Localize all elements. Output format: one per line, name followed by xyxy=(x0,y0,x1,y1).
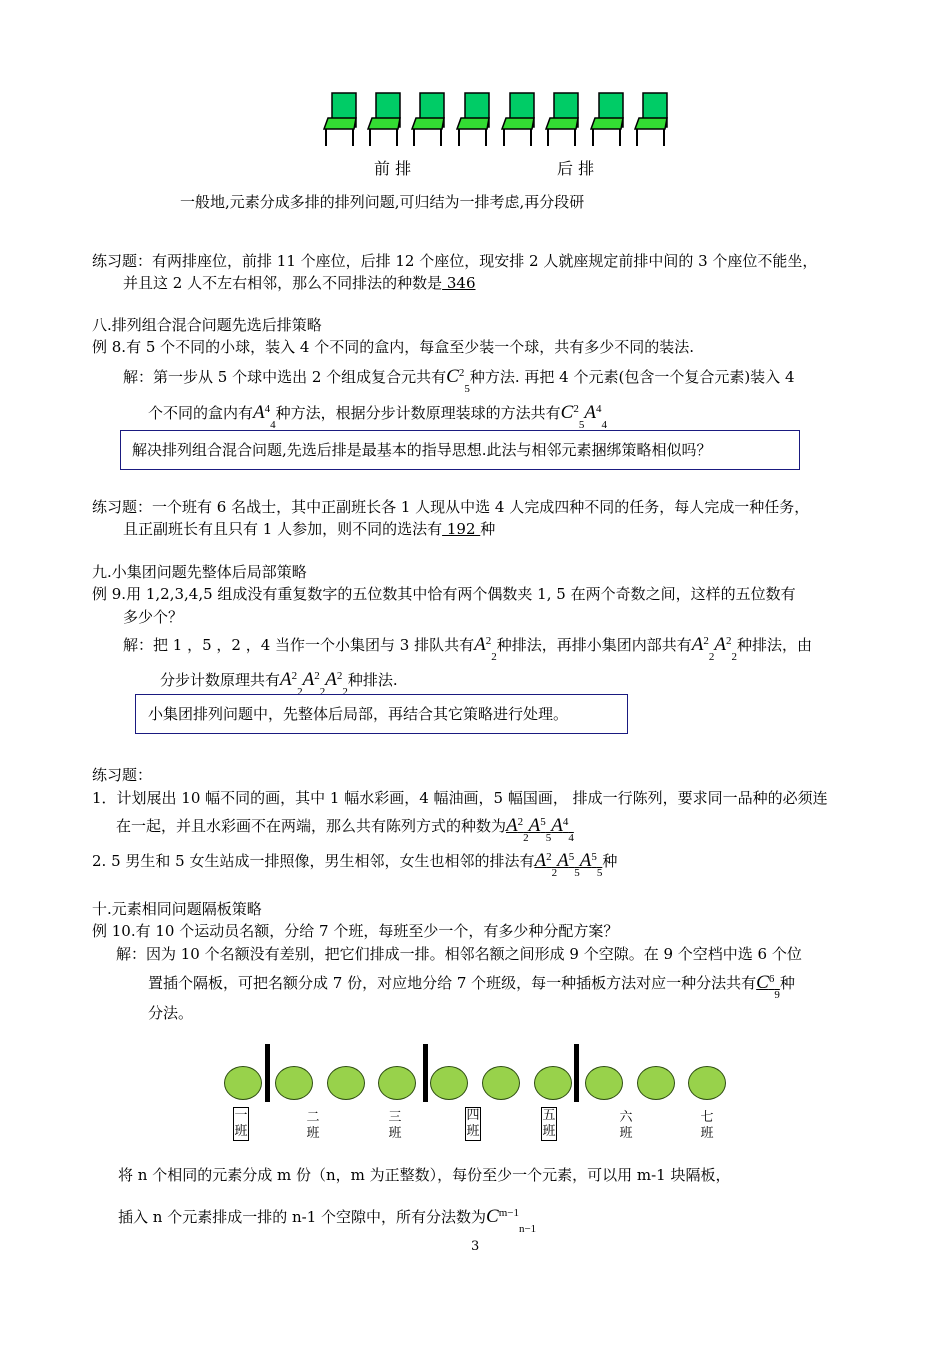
class-label: 四班 xyxy=(466,1108,480,1139)
section10-example: 例 10.有 10 个运动员名额，分给 7 个班，每班至少一个，有多少种分配方案？ xyxy=(92,922,619,940)
practice2-line2: 且正副班长有且只有 1 人参加，则不同的选法有 192 种 xyxy=(123,520,496,538)
math-formula: $C^2_5A^4_4$ xyxy=(560,402,607,431)
practice3-title: 练习题： xyxy=(92,766,153,784)
ball-icon xyxy=(637,1066,675,1100)
ball-icon xyxy=(378,1066,416,1100)
page-number: 3 xyxy=(471,1239,480,1254)
divider-bar xyxy=(574,1044,579,1102)
math-formula: $A^2_2A^2_2$ xyxy=(691,634,737,663)
chair-icon xyxy=(455,92,495,148)
ball-icon xyxy=(224,1066,262,1100)
section8-solution-line1: 解：第一步从 5 个球中选出 2 个组成复合元共有$C^2_5$种方法. 再把 4 个元素(包含一个复合元素)装入 4 xyxy=(123,366,795,395)
practice1-answer: 346 xyxy=(442,274,476,292)
section9-solution-line2: 分步计数原理共有$A^2_2A^2_2A^2_2$种排法. xyxy=(160,669,398,698)
practice1-line1: 练习题：有两排座位，前排 11 个座位，后排 12 个座位，现安排 2 人就座规定前排中间的 3 个座位不能坐， xyxy=(92,252,818,270)
section8-title: 八.排列组合混合问题先选后排策略 xyxy=(92,316,322,334)
tip-box-text: 小集团排列问题中，先整体后局部，再结合其它策略进行处理。 xyxy=(148,705,569,723)
ball-icon xyxy=(534,1066,572,1100)
class-label: 一班 xyxy=(234,1108,248,1139)
tip-box-9 xyxy=(135,694,628,734)
chair-icon xyxy=(544,92,584,148)
class-label: 五班 xyxy=(542,1108,556,1139)
practice3-q1-line1: 1．计划展出 10 幅不同的画，其中 1 幅水彩画，4 幅油画，5 幅国画， 排成一行陈列，要求同一品种的必须连 xyxy=(92,789,828,807)
tip-box-8 xyxy=(120,430,800,470)
class-label: 六班 xyxy=(619,1110,633,1141)
section8-example: 例 8.有 5 个不同的小球，装入 4 个不同的盒内，每盒至少装一个球，共有多少不同的装法. xyxy=(92,338,695,356)
math-formula: $C^{m-1}_{n-1}$ xyxy=(486,1206,537,1235)
chairs-note: 一般地,元素分成多排的排列问题,可归结为一排考虑,再分段研 xyxy=(180,193,585,211)
math-formula: $A^2_2A^5_5A^4_4$ xyxy=(506,815,574,844)
math-formula: $C^2_5$ xyxy=(446,366,470,395)
chair-icon xyxy=(322,92,362,148)
practice2-answer: 192 xyxy=(442,520,481,538)
chair-icon xyxy=(500,92,540,148)
math-formula: $A^4_4$ xyxy=(253,402,276,431)
chair-icon xyxy=(633,92,673,148)
section10-solution-line3: 分法。 xyxy=(148,1004,194,1022)
ball-icon xyxy=(585,1066,623,1100)
practice3-q2: 2. 5 男生和 5 女生站成一排照像，男生相邻，女生也相邻的排法有$A^2_2A^5_5A^5_5$种 xyxy=(92,850,618,879)
practice3-q1-line2: 在一起，并且水彩画不在两端，那么共有陈列方式的种数为$A^2_2A^5_5A^4_4$ xyxy=(116,815,574,844)
math-formula: $A^2_2$ xyxy=(474,634,497,663)
front-row-label: 前 排 xyxy=(374,159,412,178)
practice1-line2: 并且这 2 人不左右相邻，那么不同排法的种数是 346 xyxy=(123,274,476,292)
back-row-label: 后 排 xyxy=(557,159,595,178)
section10-solution-line1: 解：因为 10 个名额没有差别，把它们排成一排。相邻名额之间形成 9 个空隙。在 9 个空档中选 6 个位 xyxy=(116,945,802,963)
section9-example-line2: 多少个？ xyxy=(123,608,184,626)
tip-box-text: 解决排列组合混合问题,先选后排是最基本的指导思想.此法与相邻元素捆绑策略相似吗？ xyxy=(132,441,712,459)
section10-note-line1: 将 n 个相同的元素分成 m 份（n，m 为正整数），每份至少一个元素，可以用 m-1 块隔板， xyxy=(118,1166,731,1184)
ball-icon xyxy=(688,1066,726,1100)
ball-icon xyxy=(482,1066,520,1100)
class-label: 七班 xyxy=(700,1110,714,1141)
divider-bar xyxy=(265,1044,270,1102)
class-label: 二班 xyxy=(306,1110,320,1141)
math-formula: $A^2_2A^2_2A^2_2$ xyxy=(280,669,348,698)
section10-note-line2: 插入 n 个元素排成一排的 n-1 个空隙中，所有分法数为$C^{m-1}_{n-1}$ xyxy=(118,1206,537,1235)
math-formula: $A^2_2A^5_5A^5_5$ xyxy=(534,850,603,879)
chair-icon xyxy=(589,92,629,148)
ball-icon xyxy=(275,1066,313,1100)
divider-bar xyxy=(423,1044,428,1102)
class-label: 三班 xyxy=(388,1110,402,1141)
section10-title: 十.元素相同问题隔板策略 xyxy=(92,900,262,918)
section9-solution-line1: 解：把 1 ，5 ，2 ，4 当作一个小集团与 3 排队共有$A^2_2$种排法，再排小集团内部共有$A^2_2A^2_2$种排法，由 xyxy=(123,634,812,663)
ball-icon xyxy=(430,1066,468,1100)
chair-icon xyxy=(410,92,450,148)
math-formula: $C^6_9$ xyxy=(756,972,780,1001)
practice2-line1: 练习题：一个班有 6 名战士，其中正副班长各 1 人现从中选 4 人完成四种不同的任务，每人完成一种任务， xyxy=(92,498,810,516)
ball-icon xyxy=(327,1066,365,1100)
section9-title: 九.小集团问题先整体后局部策略 xyxy=(92,563,307,581)
chair-icon xyxy=(366,92,406,148)
section9-example-line1: 例 9.用 1,2,3,4,5 组成没有重复数字的五位数其中恰有两个偶数夹 1, 5 在两个奇数之间，这样的五位数有 xyxy=(92,585,796,603)
section8-solution-line2: 个不同的盒内有$A^4_4$种方法，根据分步计数原理装球的方法共有$C^2_5A^4_4$ xyxy=(148,402,607,431)
section10-solution-line2: 置插个隔板，可把名额分成 7 份，对应地分给 7 个班级，每一种插板方法对应一种分法共有$C^6_9$种 xyxy=(148,972,795,1001)
